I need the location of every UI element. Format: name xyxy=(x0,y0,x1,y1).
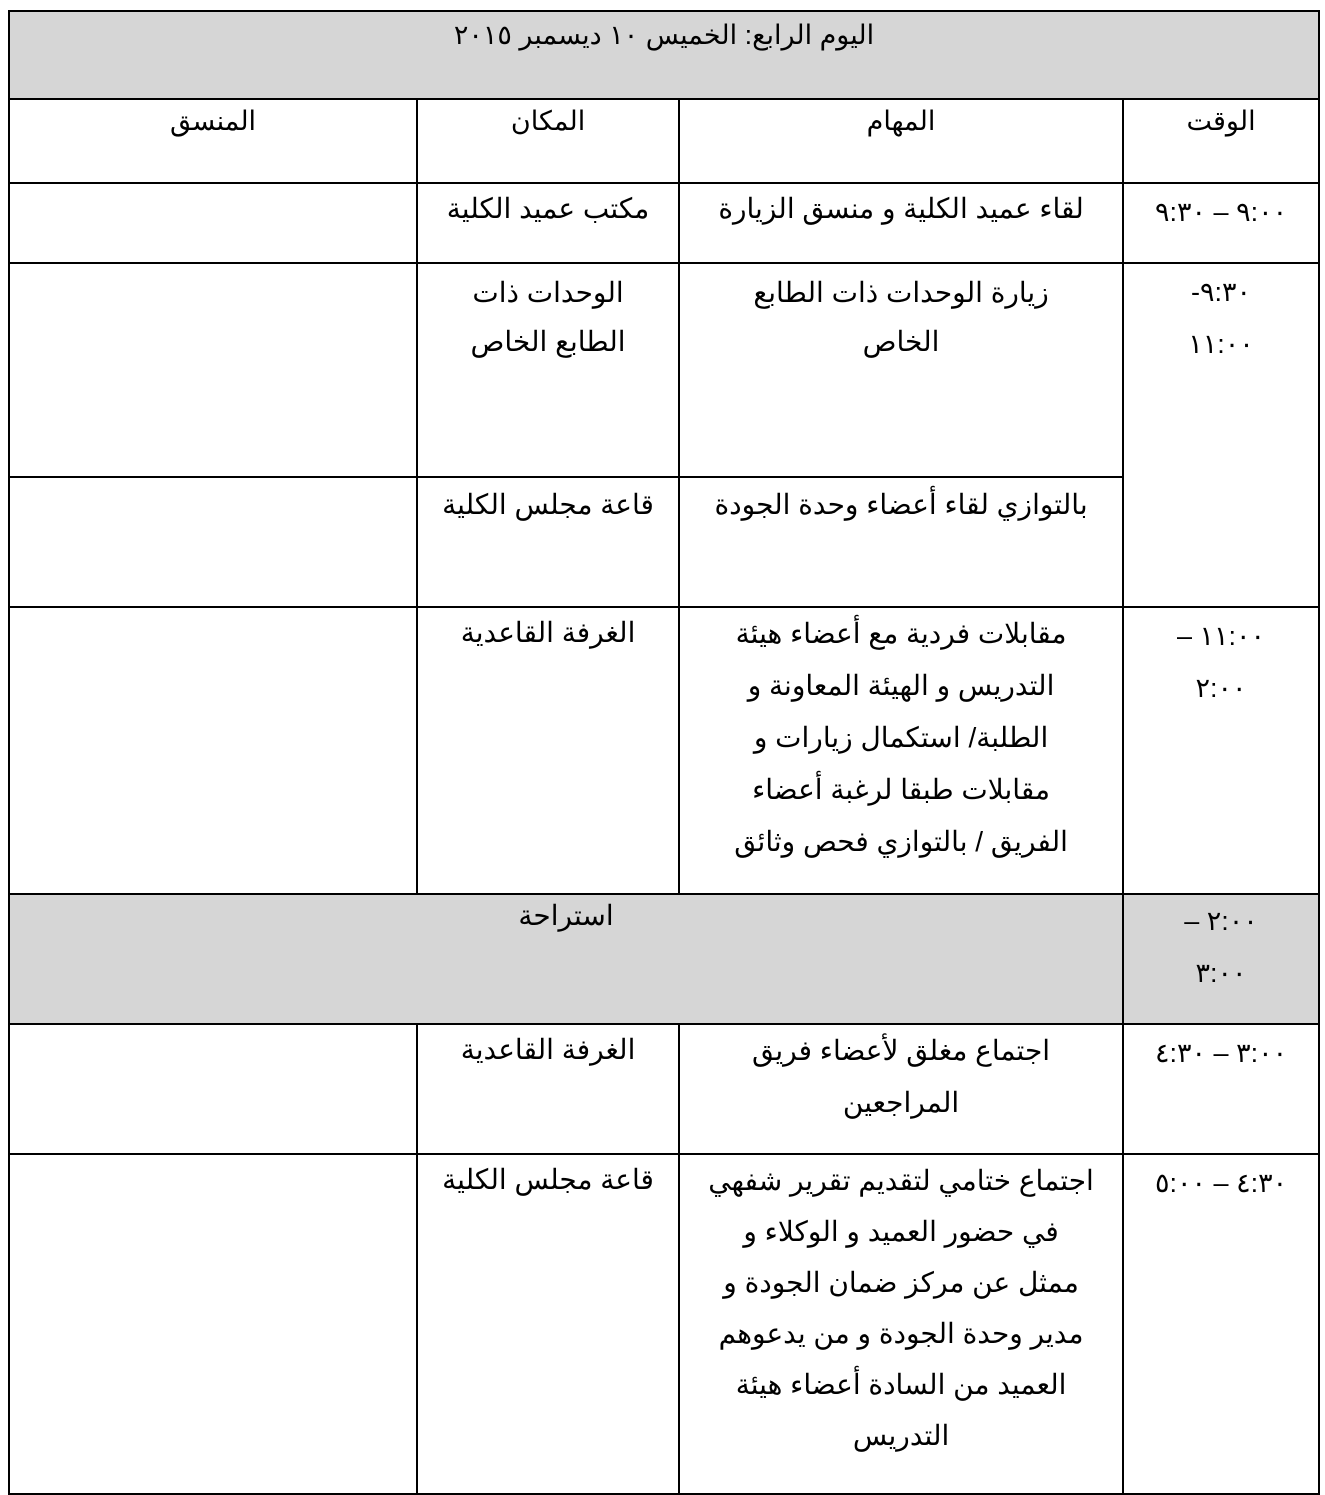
task-line: الخاص xyxy=(862,326,940,357)
time-cell xyxy=(1123,183,1319,263)
place-line: الغرفة القاعدية xyxy=(460,1034,636,1065)
place-line: مكتب عميد الكلية xyxy=(446,193,650,224)
header-coordinator: المنسق xyxy=(9,99,417,183)
table-row xyxy=(9,1024,1319,1154)
task-line: مقابلات طبقا لرغبة أعضاء xyxy=(752,774,1050,805)
table-row xyxy=(9,263,1319,477)
coordinator-cell xyxy=(9,607,417,894)
table-row xyxy=(9,477,1319,607)
task-cell xyxy=(679,183,1123,263)
place-cell xyxy=(417,607,679,894)
task-line: الطلبة/ استكمال زيارات و xyxy=(753,722,1049,753)
task-cell xyxy=(679,263,1123,477)
place-line: الطابع الخاص xyxy=(470,326,626,357)
task-line: مدير وحدة الجودة و من يدعوهم xyxy=(718,1318,1084,1349)
coordinator-cell xyxy=(9,263,417,477)
task-line: التدريس و الهيئة المعاونة و xyxy=(747,670,1055,701)
header-row xyxy=(9,99,1319,183)
task-cell xyxy=(679,1154,1123,1494)
coordinator-cell xyxy=(9,1024,417,1154)
table-row xyxy=(9,1154,1319,1494)
time-line: ٩:٣٠- xyxy=(1191,277,1252,307)
header-place: المكان xyxy=(417,99,679,183)
coordinator-cell xyxy=(9,1154,417,1494)
header-time: الوقت xyxy=(1123,99,1319,183)
task-line: ممثل عن مركز ضمان الجودة و xyxy=(723,1267,1079,1298)
place-line: الغرفة القاعدية xyxy=(460,617,636,648)
task-line: لقاء عميد الكلية و منسق الزيارة xyxy=(718,193,1084,224)
time-cell xyxy=(1123,894,1319,1024)
time-cell xyxy=(1123,607,1319,894)
place-cell xyxy=(417,477,679,607)
place-line: الوحدات ذات xyxy=(472,277,624,308)
task-cell xyxy=(679,1024,1123,1154)
task-line: اجتماع ختامي لتقديم تقرير شفهي xyxy=(708,1165,1094,1196)
task-line: بالتوازي لقاء أعضاء وحدة الجودة xyxy=(714,489,1088,520)
header-tasks: المهام xyxy=(679,99,1123,183)
task-cell xyxy=(679,477,1123,607)
task-line: العميد من السادة أعضاء هيئة xyxy=(735,1369,1067,1400)
time-cell xyxy=(1123,263,1319,607)
coordinator-cell xyxy=(9,477,417,607)
place-cell xyxy=(417,1154,679,1494)
task-line: زيارة الوحدات ذات الطابع xyxy=(753,277,1049,308)
place-cell xyxy=(417,263,679,477)
place-line: قاعة مجلس الكلية xyxy=(442,489,654,520)
break-label: استراحة xyxy=(9,894,1123,1024)
task-line: في حضور العميد و الوكلاء و xyxy=(743,1216,1059,1247)
task-line: الفريق / بالتوازي فحص وثائق xyxy=(734,826,1068,857)
place-cell xyxy=(417,183,679,263)
time-line: ١١:٠٠ xyxy=(1188,329,1254,359)
time-line: ٣:٠٠ – ٤:٣٠ xyxy=(1155,1038,1288,1068)
task-line: اجتماع مغلق لأعضاء فريق xyxy=(752,1035,1051,1066)
time-line: ١١:٠٠ – xyxy=(1177,621,1266,651)
time-line: ٢:٠٠ – xyxy=(1184,906,1258,936)
time-line: ٢:٠٠ xyxy=(1195,673,1247,703)
task-line: المراجعين xyxy=(842,1087,960,1118)
time-line: ٩:٠٠ – ٩:٣٠ xyxy=(1155,197,1288,227)
time-cell xyxy=(1123,1024,1319,1154)
place-cell xyxy=(417,1024,679,1154)
schedule-table xyxy=(8,10,1320,1495)
place-line: قاعة مجلس الكلية xyxy=(442,1164,654,1195)
time-line: ٤:٣٠ – ٥:٠٠ xyxy=(1155,1168,1288,1198)
time-cell xyxy=(1123,1154,1319,1494)
task-cell xyxy=(679,607,1123,894)
task-line: التدريس xyxy=(852,1420,950,1451)
table-row xyxy=(9,607,1319,894)
break-row xyxy=(9,894,1319,1024)
coordinator-cell xyxy=(9,183,417,263)
schedule-title: اليوم الرابع: الخميس ١٠ ديسمبر ٢٠١٥ xyxy=(9,11,1319,99)
time-line: ٣:٠٠ xyxy=(1195,958,1247,988)
title-row xyxy=(9,11,1319,99)
task-line: مقابلات فردية مع أعضاء هيئة xyxy=(735,618,1067,649)
table-row xyxy=(9,183,1319,263)
